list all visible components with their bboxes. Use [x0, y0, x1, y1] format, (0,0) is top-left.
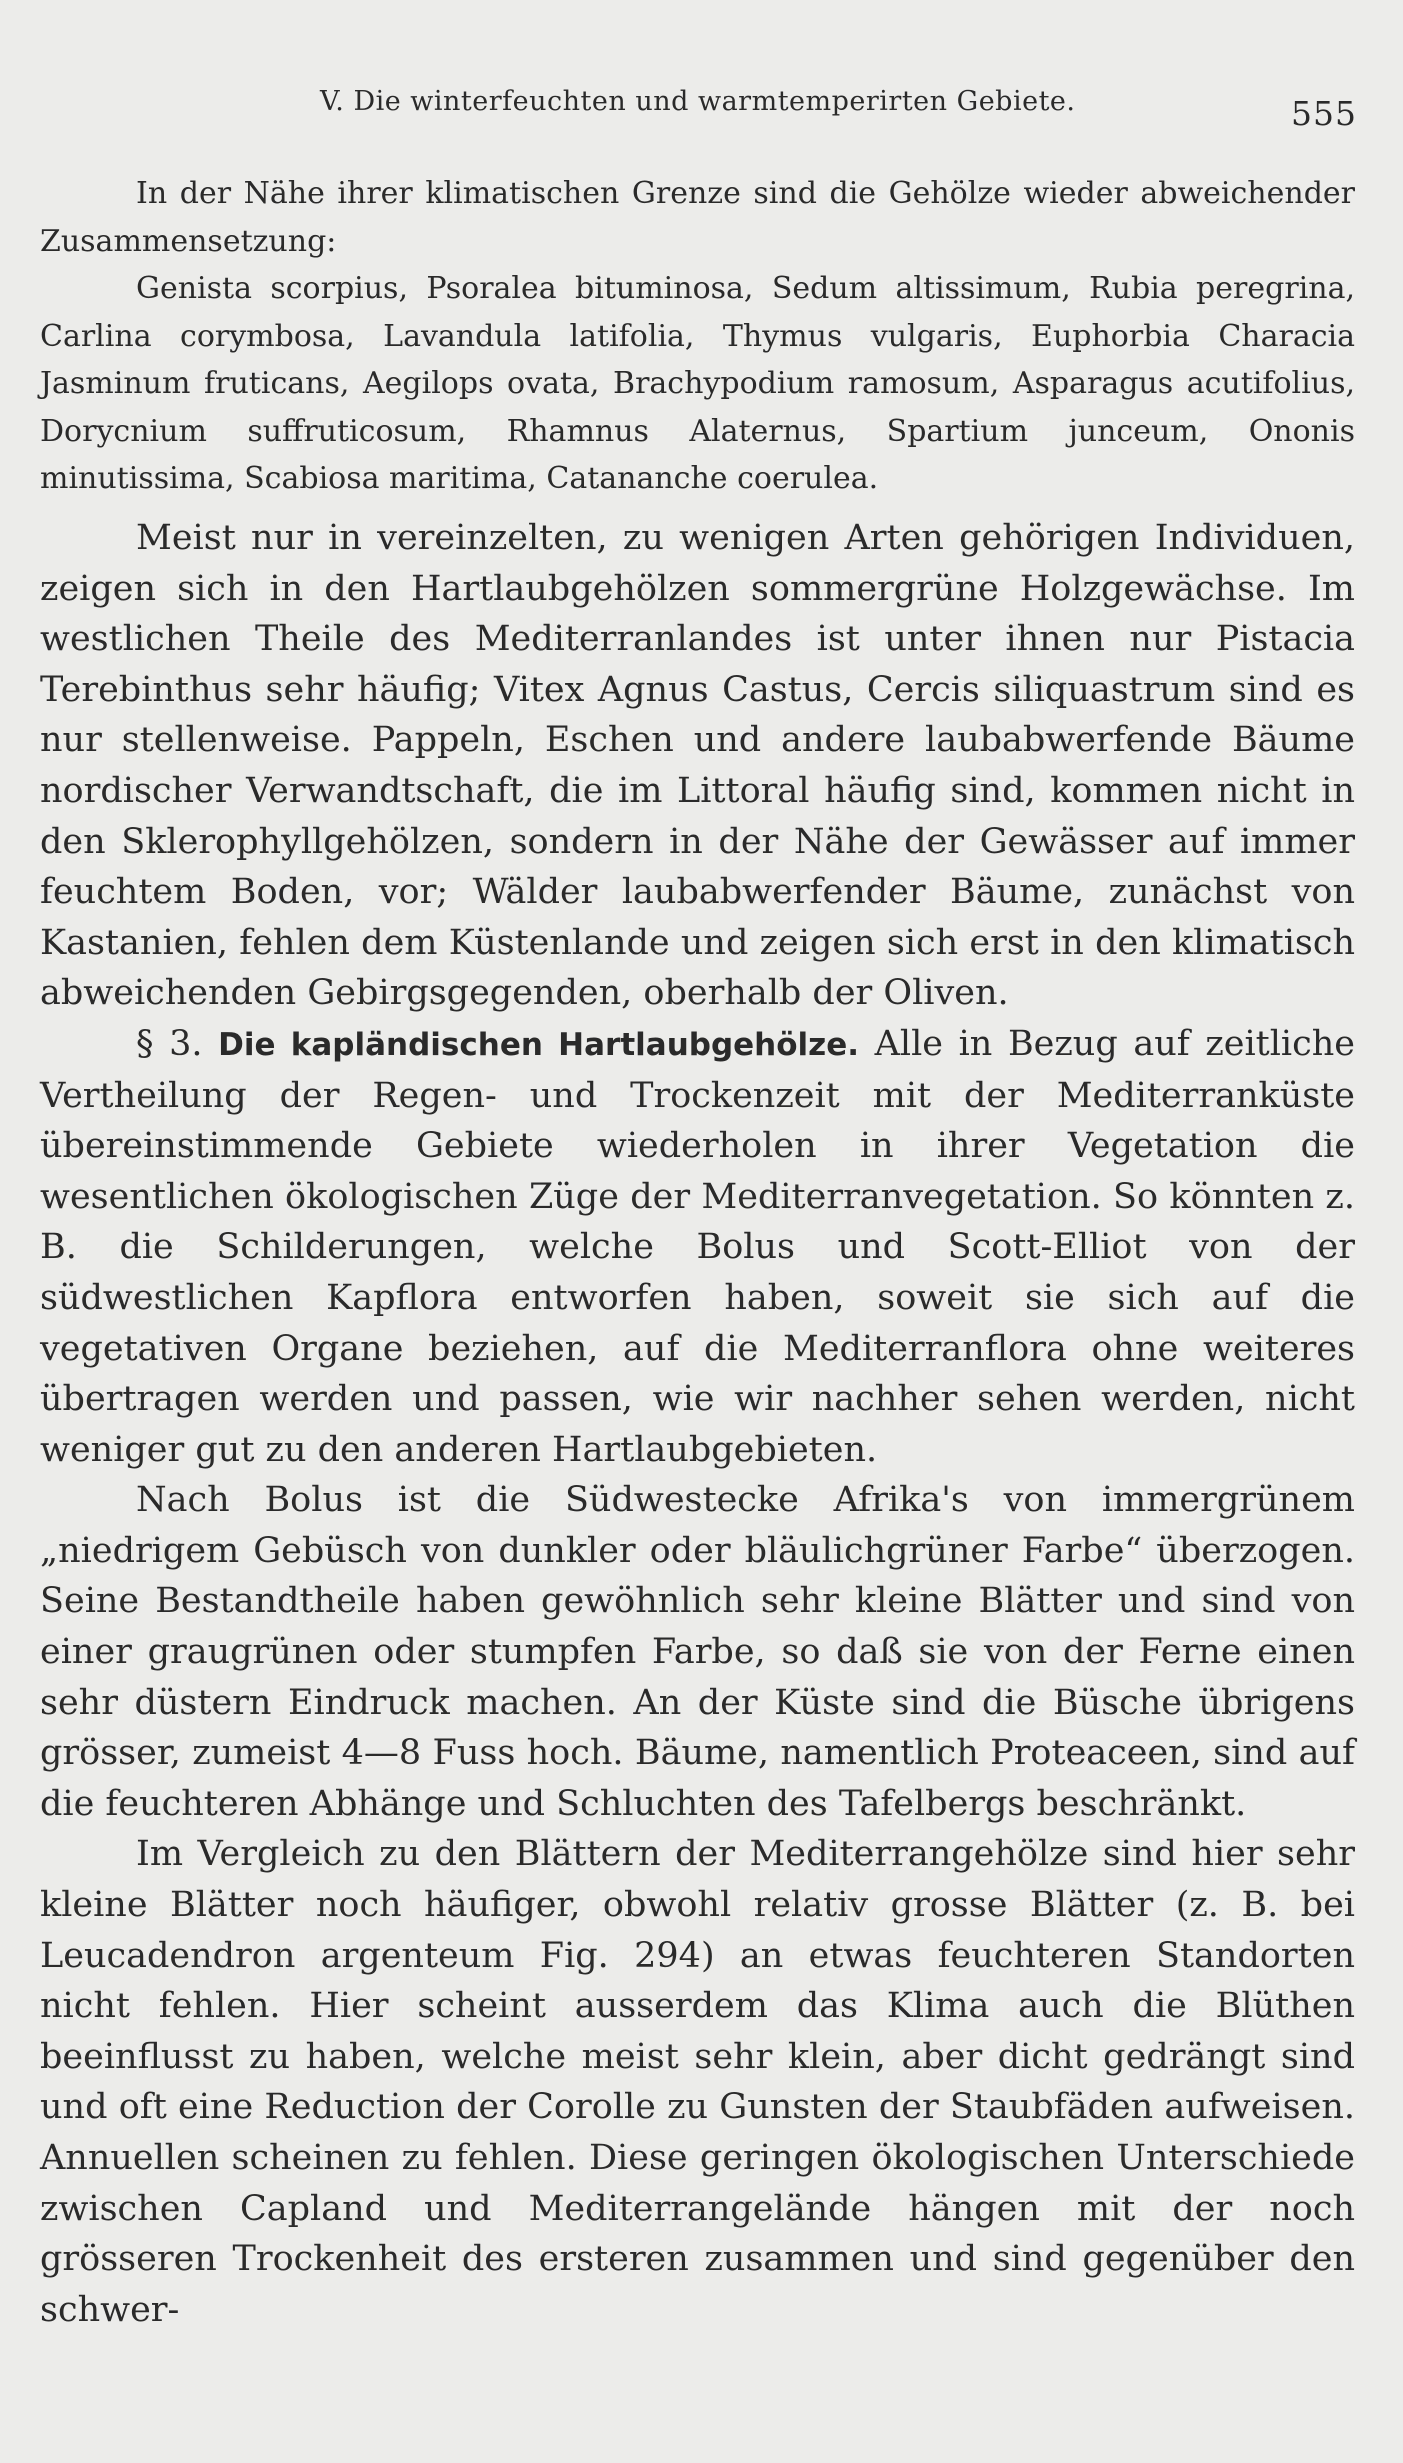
intro-paragraph: In der Nähe ihrer klimatischen Grenze sind die Gehölze wieder abweichender Zusammensetzung:: [40, 176, 1355, 259]
running-header: V. Die winterfeuchten und warmtemperirten Gebiete.: [320, 86, 1076, 117]
paragraph-bolus: Nach Bolus ist die Südwestecke Afrika's von immergrünem „niedrigem Gebüsch von dunkler oder bläulichgrüner Farbe“ überzogen. Seine Bestandtheile haben gewöhnlich sehr kleine Blätter und sind von einer graugrünen oder stumpfen Farbe, so daß sie von der Ferne einen sehr düstern Eindruck machen. An der Küste sind die Büsche übrigens grösser, zumeist 4—8 Fuss hoch. Bäume, namentlich Proteaceen, sind auf die feuchteren Abhänge und Schluchten des Tafelbergs beschränkt.: [40, 1480, 1355, 1824]
section-sign: § 3.: [136, 1023, 203, 1064]
paragraph-leaves-comparison: Im Vergleich zu den Blättern der Mediterrangehölze sind hier sehr kleine Blätter noch häufiger, obwohl relativ grosse Blätter (z. B. bei Leucadendron argenteum Fig. 294) an etwas feuchteren Standorten nicht fehlen. Hier scheint ausserdem das Klima auch die Blüthen beeinflusst zu haben, welche meist sehr klein, aber dicht gedrängt sind und oft eine Reduction der Corolle zu Gunsten der Staubfäden aufweisen. Annuellen scheinen zu fehlen. Diese geringen ökologischen Unterschiede zwischen Capland und Mediterrangelände hängen mit der noch grösseren Trockenheit des ersteren zusammen und sind gegenüber den schwer-: [40, 1834, 1355, 2330]
main-text-block: [40, 513, 1355, 2335]
section-3-text: Alle in Bezug auf zeitliche Vertheilung der Regen- und Trockenzeit mit der Mediterranküste übereinstimmende Gebiete wiederholen in ihrer Vegetation die wesentlichen ökologischen Züge der Mediterranvegetation. So könnten z. B. die Schilderungen, welche Bolus und Scott-Elliot von der südwestlichen Kapflora entworfen haben, soweit sie sich auf die vegetativen Organe beziehen, auf die Mediterranflora ohne weiteres übertragen werden und passen, wie wir nachher sehen werden, nicht weniger gut zu den anderen Hartlaubgebieten.: [40, 1023, 1355, 1470]
section-heading: Die kapländischen Hartlaubgehölze.: [218, 1026, 860, 1063]
paragraph-deciduous-woods: Meist nur in vereinzelten, zu wenigen Arten gehörigen Individuen, zeigen sich in den Hartlaubgehölzen sommergrüne Holzgewächse. Im westlichen Theile des Mediterranlandes ist unter ihnen nur Pistacia Terebinthus sehr häufig; Vitex Agnus Castus, Cercis siliquastrum sind es nur stellenweise. Pappeln, Eschen und andere laubabwerfende Bäume nordischer Verwandtschaft, die im Littoral häufig sind, kommen nicht in den Sklerophyllgehölzen, sondern in der Nähe der Gewässer auf immer feuchtem Boden, vor; Wälder laubabwerfender Bäume, zunächst von Kastanien, fehlen dem Küstenlande und zeigen sich erst in den klimatisch abweichenden Gebirgsgegenden, oberhalb der Oliven.: [40, 518, 1355, 1014]
small-print-block: [40, 170, 1355, 503]
page-number: 555: [1291, 94, 1357, 133]
species-list-paragraph: Genista scorpius, Psoralea bituminosa, Sedum altissimum, Rubia peregrina, Carlina corymbosa, Lavandula latifolia, Thymus vulgaris, Euphorbia Characia Jasminum fruticans, Aegilops ovata, Brachypodium ramosum, Asparagus acutifolius, Dorycnium suffruticosum, Rhamnus Alaternus, Spartium junceum, Ononis minutissima, Scabiosa maritima, Catananche coerulea.: [40, 271, 1355, 496]
paragraph-section-3: [40, 1019, 1355, 1475]
